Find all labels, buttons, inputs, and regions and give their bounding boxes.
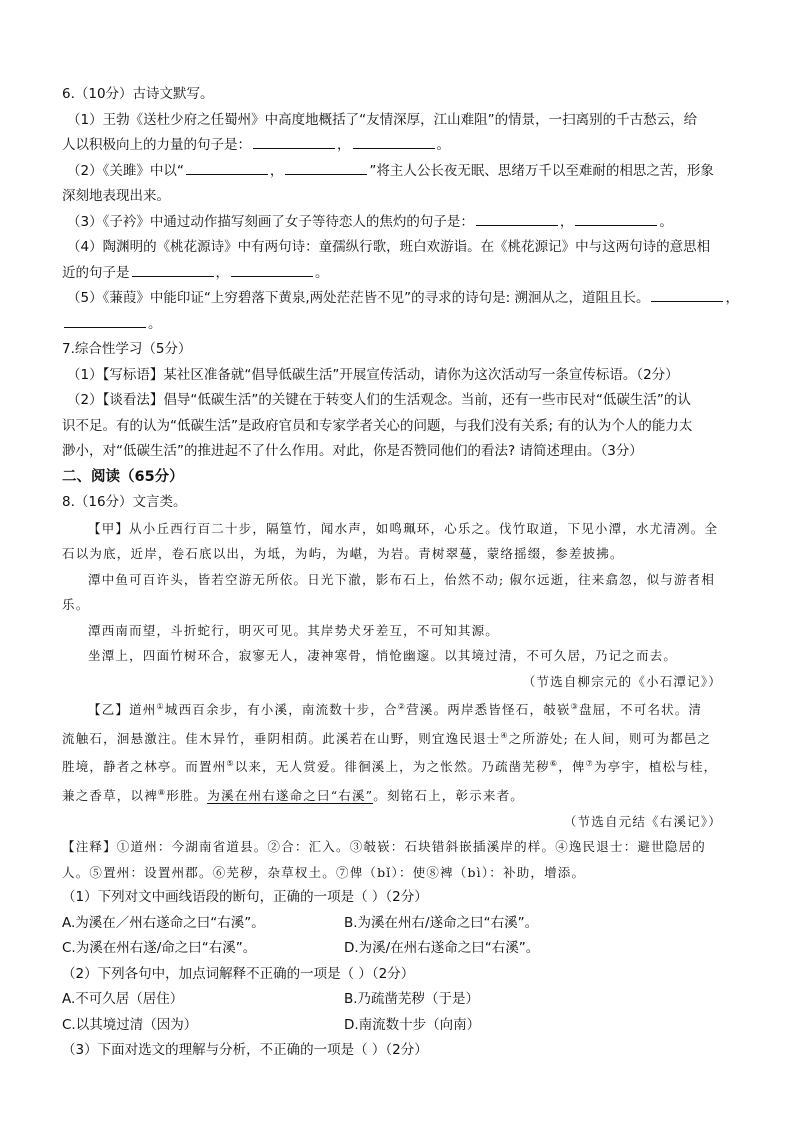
footnote-marker: ③ bbox=[570, 702, 579, 711]
q6-part4-line2 bbox=[62, 261, 732, 287]
footnote-marker: ② bbox=[397, 702, 407, 711]
passage-yi-line bbox=[62, 694, 732, 723]
passage-jia-line: 潭西南而望，斗折蛇行，明灭可见。其岸势犬牙差互，不可知其源。 bbox=[88, 622, 500, 638]
q6-part4-line1: （4）陶渊明的《桃花源诗》中有两句诗：童孺纵行歌，班白欢游诣。在《桃花源记》中与这两句诗的意思相 bbox=[67, 239, 711, 255]
passage-jia-line: 潭中鱼可百许头，皆若空游无所依。日光下澈，影布石上，佁然不动; 俶尔远逝，往来翕忽，似与游者相 bbox=[88, 571, 716, 587]
period: 。 bbox=[659, 213, 673, 230]
q6-part4-text: 近的句子是 bbox=[62, 264, 130, 281]
option-a[interactable]: A.为溪在／州右遂命之曰“右溪”。 bbox=[62, 914, 265, 931]
q7-part2-line2: 识不足。有的认为“低碳生活”是政府官员和专家学者关心的问题，与我们没有关系; 有的认为个人的能力太 bbox=[62, 417, 693, 434]
q6-part2-text-end: ”将主人公长夜无眠、思绪万千以至难耐的相思之苦，形象 bbox=[369, 162, 714, 179]
option-b[interactable]: B.为溪在州右/遂命之曰“右溪”。 bbox=[344, 914, 539, 931]
q7-title: 7.综合性学习（5分） bbox=[62, 341, 192, 357]
option-a[interactable]: A.不可久居（居住） bbox=[62, 991, 184, 1008]
answer-blank[interactable] bbox=[64, 314, 146, 328]
text: 为亭宇，植松与桂， bbox=[594, 759, 718, 775]
q8-sub1-options-row bbox=[62, 936, 732, 962]
comma: ， bbox=[725, 290, 739, 306]
text: ，俾 bbox=[558, 759, 586, 775]
answer-blank[interactable] bbox=[476, 212, 558, 226]
passage-jia-line: 【甲】从小丘西行百二十步，隔篁竹，闻水声，如鸣珮环，心乐之。伐竹取道，下见小潭，水尤清冽。全 bbox=[88, 520, 719, 536]
answer-blank[interactable] bbox=[353, 135, 435, 149]
text: 以来，无人赏爱。徘徊溪上，为之怅然。乃疏凿芜秽 bbox=[234, 759, 550, 775]
option-d[interactable]: D.南流数十步（向南） bbox=[344, 1016, 481, 1033]
annotation-line: 人。⑤置州：设置州郡。⑥芜秽，杂草杈土。⑦俾（bǐ）：使⑧裨（bì）：补助，增添。 bbox=[62, 864, 586, 880]
footnote-marker: ⑧ bbox=[157, 787, 167, 797]
q8-sub1-question: （1）下列对文中画线语段的断句，正确的一项是（ ）（2分） bbox=[62, 889, 428, 906]
comma: ， bbox=[269, 162, 284, 179]
exam-page bbox=[62, 82, 739, 1064]
q6-part1-line1: （1）王勃《送杜少府之任蜀州》中高度地概括了“友情深厚，江山难阻”的情景，一扫离别的千古愁云，给 bbox=[67, 111, 698, 128]
text: 流触石，洄悬激注。佳木异竹，垂阴相荫。此溪若在山野，则宜逸民退士 bbox=[62, 730, 501, 746]
text: 。刻铭石上，彰示来者。 bbox=[373, 788, 524, 804]
text: 之所游处; 在人间，则可为都邑之 bbox=[508, 730, 712, 746]
q6-part3-text: （3）《子衿》中通过动作描写刻画了女子等待恋人的焦灼的句子是： bbox=[67, 213, 474, 230]
answer-blank[interactable] bbox=[575, 212, 657, 226]
q6-part5-line1 bbox=[62, 286, 739, 312]
footnote-marker: ① bbox=[156, 702, 165, 711]
q7-part1: （1）【写标语】某社区准备就“倡导低碳生活”开展宣传活动，请你为这次活动写一条宣传标语。（2分） bbox=[67, 366, 679, 383]
period: 。 bbox=[436, 137, 450, 153]
text: 形胜。 bbox=[166, 788, 208, 804]
q6-part5-text: （5）《蒹葭》中能印证“上穷碧落下黄泉,两处茫茫皆不见”的寻求的诗句是: 溯洄从之，道阻且长。 bbox=[67, 290, 650, 306]
q6-part2-text: （2）《关雎》中以“ bbox=[67, 162, 184, 179]
q7-part2-line3: 渺小，对“低碳生活”的推进起不了什么作用。对此，你是否赞同他们的看法? 请简述理由。（3分） bbox=[62, 443, 643, 459]
q8-title: 8.（16分）文言类。 bbox=[62, 494, 187, 510]
footnote-marker: ④ bbox=[500, 730, 509, 740]
passage-yi-source: （节选自元结《右溪记》） bbox=[563, 813, 722, 829]
q6-title: 6.（10分）古诗文默写。 bbox=[62, 86, 214, 102]
text: 兼之香草，以裨 bbox=[62, 788, 158, 804]
answer-blank[interactable] bbox=[651, 288, 723, 302]
passage-jia-source: （节选自柳宗元的《小石潭记》） bbox=[522, 673, 722, 689]
answer-blank[interactable] bbox=[231, 263, 313, 277]
option-c[interactable]: C.为溪在州右遂/命之曰“右溪”。 bbox=[62, 940, 257, 957]
answer-blank[interactable] bbox=[253, 135, 335, 149]
text: 城西百余步，有小溪，南流数十步，合 bbox=[164, 702, 398, 718]
option-c[interactable]: C.以其境过清（因为） bbox=[62, 1016, 198, 1033]
q6-part5-line2 bbox=[62, 312, 732, 338]
q8-sub2-question: （2）下列各句中，加点词解释不正确的一项是（ ）（2分） bbox=[62, 965, 415, 982]
q6-part2-line2: 深刻地表现出来。 bbox=[62, 188, 170, 204]
passage-jia-line: 坐潭上，四面竹树环合，寂寥无人，凄神寒骨，悄怆幽邃。以其境过清，不可久居，乃记之而去。 bbox=[88, 648, 678, 663]
text: 盘屈，不可名状。清 bbox=[578, 702, 703, 718]
passage-yi-line bbox=[62, 780, 732, 809]
passage-yi-line bbox=[62, 723, 732, 752]
q7-part2-line1: （2）【谈看法】倡导“低碳生活”的关键在于转变人们的生活观念。当前，还有一些市民对“低碳生活”的认 bbox=[67, 392, 691, 408]
text: 【乙】道州 bbox=[88, 702, 157, 718]
q8-sub3-question: （3）下面对选文的理解与分析，不正确的一项是（ ）（2分） bbox=[62, 1042, 428, 1059]
q6-part1-text: 人以积极向上的力量的句子是： bbox=[62, 137, 251, 153]
annotation-line: 【注释】①道州：今湖南省道县。②合：汇入。③攲嵚：石块错斜嵌插溪岸的样。④逸民退士：避世隐居的 bbox=[62, 839, 706, 855]
footnote-marker: ⑦ bbox=[585, 759, 595, 769]
period: 。 bbox=[315, 264, 329, 281]
footnote-marker: ⑥ bbox=[549, 759, 559, 769]
passage-jia-line: 乐。 bbox=[62, 597, 90, 612]
passage-yi-line bbox=[62, 751, 732, 780]
text: 胜境，静者之林亭。而置州 bbox=[62, 759, 227, 775]
comma: ， bbox=[559, 213, 574, 230]
q8-sub2-options-row bbox=[62, 1013, 732, 1039]
underlined-sentence: 为溪在州右遂命之曰“右溪” bbox=[207, 788, 374, 804]
comma: ， bbox=[337, 137, 351, 153]
period: 。 bbox=[148, 315, 162, 332]
answer-blank[interactable] bbox=[285, 161, 367, 175]
q6-part3 bbox=[62, 210, 732, 236]
footnote-marker: ⑤ bbox=[226, 759, 235, 769]
answer-blank[interactable] bbox=[186, 161, 268, 175]
q6-part2-line1 bbox=[62, 159, 732, 185]
q8-sub2-options-row bbox=[62, 987, 732, 1013]
passage-jia-line: 石以为底，近岸，卷石底以出，为坻，为屿，为嵁，为岩。青树翠蔓，蒙络摇缀，参差披拂。 bbox=[62, 546, 624, 561]
comma: ， bbox=[215, 264, 229, 281]
q8-sub1-options-row bbox=[62, 911, 732, 937]
option-d[interactable]: D.为溪/在州右遂命之曰“右溪”。 bbox=[344, 940, 540, 957]
option-b[interactable]: B.乃疏凿芜秽（于是） bbox=[344, 991, 480, 1008]
q6-part1-line2 bbox=[62, 133, 732, 159]
section-title: 二、阅读（65分） bbox=[62, 468, 184, 485]
answer-blank[interactable] bbox=[132, 263, 214, 277]
text: 营溪。两岸悉皆怪石，攲嵚 bbox=[406, 702, 571, 718]
